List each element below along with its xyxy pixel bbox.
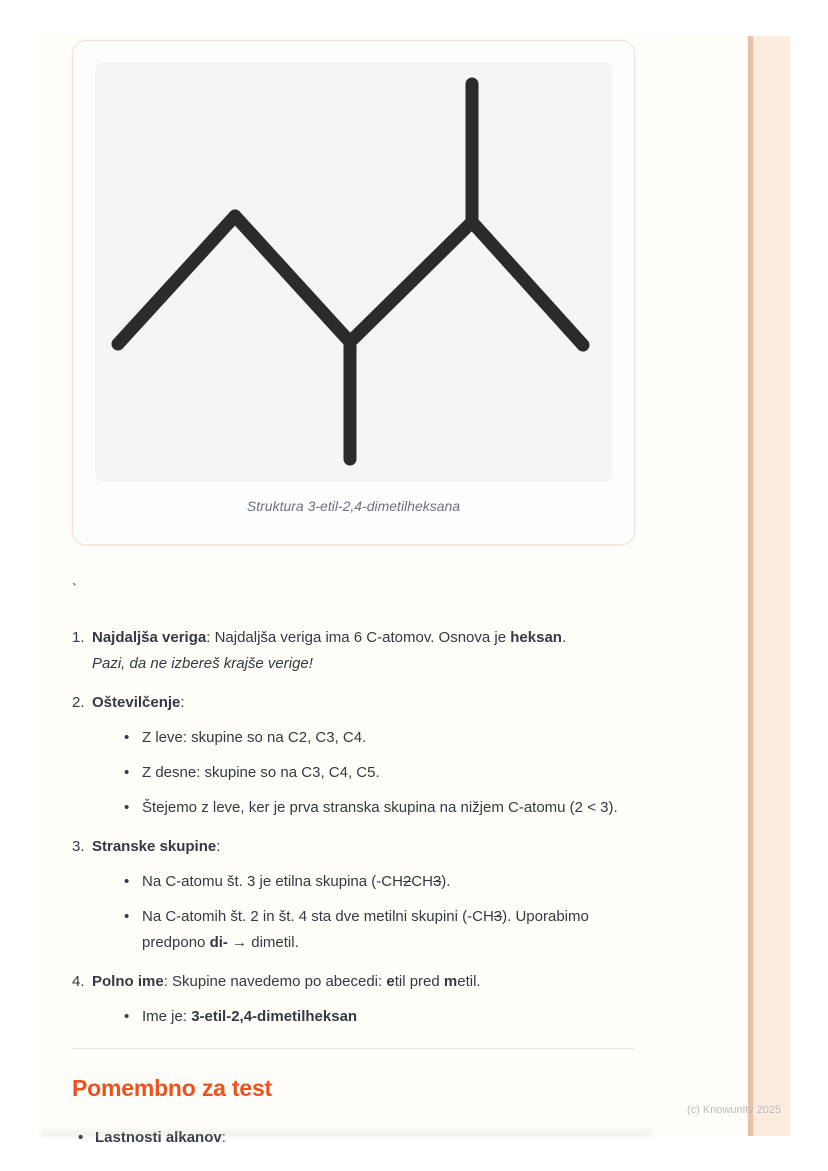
step-number: 4. [72,973,85,990]
text-segment: 3 [432,873,442,890]
skeletal-formula-drawing [95,62,612,482]
step-sub-list [122,1004,642,1030]
bond-line [235,216,350,342]
text-segment: etil. [457,973,481,990]
text-segment: . [561,629,567,646]
text-segment: Z leve: skupine so na C2, C3, C4. [142,729,367,746]
document-sheet [40,36,790,1146]
text-segment: Na C-atomu št. 3 je etilna skupina (-CH [142,873,403,890]
text-segment: ). Uporabimo predpono [142,908,589,951]
text-segment: Stranske skupine [92,838,217,855]
text-segment: til pred [394,973,444,990]
text-segment: : [221,1129,226,1146]
step-item [72,969,642,1030]
step-number: 3. [72,838,85,855]
text-segment: Polno ime [92,973,164,990]
step-text [92,969,642,995]
step-text [92,834,642,860]
text-segment: Štejemo z leve, ker je prva stranska skupina na nižjem C-atomu (2 < 3). [142,799,618,816]
sub-bullet-item [122,869,642,895]
bond-line [118,216,235,344]
document-content [72,36,642,1151]
text-segment: Najdaljša veriga [92,629,207,646]
text-segment: : Skupine navedemo po abecedi: [163,973,387,990]
important-list [72,1125,642,1151]
bond-line [472,222,583,345]
text-segment: heksan [510,629,562,646]
sub-bullet-item [122,725,642,751]
steps-list [72,625,642,1030]
text-segment: CH [411,873,433,890]
text-segment: 2 [402,873,412,890]
step-item [72,690,642,821]
structure-image-area [95,62,612,482]
important-heading: Pomembno za test [72,1075,273,1101]
step-sub-list [122,869,642,956]
sub-bullet-item [122,795,642,821]
important-bullet-item [72,1125,642,1151]
step-note [92,651,642,677]
text-segment: di- [209,934,228,951]
sub-bullet-item [122,904,642,956]
stray-backtick: ` [72,581,77,598]
text-segment: Oštevilčenje [92,694,181,711]
watermark: (c) Knowunity 2025 [687,1104,782,1116]
step-text [92,690,642,716]
accent-band [753,36,790,1136]
bond-line [350,222,472,342]
text-segment: Pazi, da ne izbereš krajše verige! [92,655,313,672]
step-item [72,625,642,677]
step-text [92,625,642,677]
step-item [72,834,642,956]
text-segment: m [443,973,458,990]
text-segment: 3-etil-2,4-dimetilheksan [191,1008,358,1025]
sub-bullet-item [122,1004,642,1030]
step-number: 2. [72,694,85,711]
text-segment: Z desne: skupine so na C3, C4, C5. [142,764,380,781]
structure-figure-card [72,40,635,545]
text-segment: : [180,694,185,711]
section-divider [72,1048,635,1049]
text-segment: : [216,838,221,855]
sub-bullet-item [122,760,642,786]
text-segment: → dimetil. [227,934,299,951]
text-segment: Lastnosti alkanov [95,1129,222,1146]
text-segment: 3 [493,908,503,925]
step-sub-list [122,725,642,821]
text-segment: e [386,973,395,990]
text-segment: Ime je: [142,1008,192,1025]
text-segment: : Najdaljša veriga ima 6 C-atomov. Osnova je [206,629,511,646]
figure-caption: Struktura 3-etil-2,4-dimetilheksana [246,498,461,514]
text-segment: ). [441,873,451,890]
text-segment: Na C-atomih št. 2 in št. 4 sta dve metilni skupini (-CH [142,908,494,925]
step-number: 1. [72,629,85,646]
faded-text-line [40,1130,652,1137]
